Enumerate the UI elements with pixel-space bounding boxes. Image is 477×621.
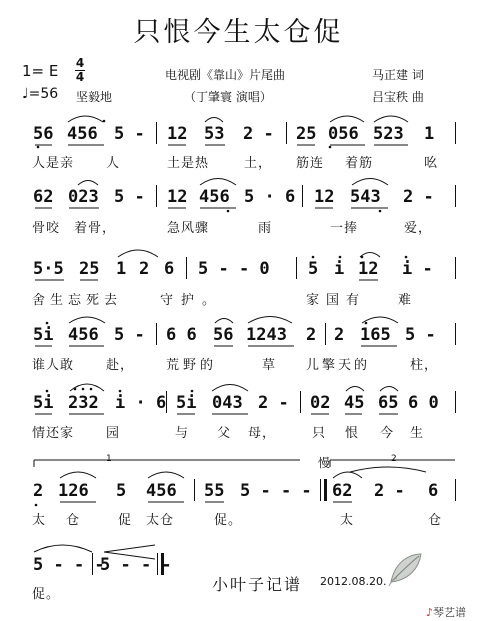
note-group: 232 (68, 393, 99, 413)
note-group: 62 (33, 187, 54, 207)
bar-line (157, 553, 158, 575)
lyric-text: 只 (312, 426, 327, 441)
note-group: 2 (306, 325, 317, 345)
lyric-text: 生 (410, 426, 425, 441)
note-group: 25 (79, 259, 100, 279)
lyric-text: 柱， (410, 358, 439, 373)
lyric-text: 吆 (424, 156, 439, 171)
note-group: 5i (33, 325, 54, 345)
lyric-text: 守护。 (160, 293, 224, 308)
lyric-text: 仓 (428, 513, 443, 528)
lyric-text: 儿擎天的 (306, 358, 371, 373)
note-group: 5i (33, 393, 54, 413)
note-group: 6 (164, 259, 175, 279)
lyric-text: 今 (380, 426, 395, 441)
note-group: 5 · 6 (244, 187, 296, 207)
note-group: 2 - (258, 393, 289, 413)
bar-line (302, 185, 303, 207)
time-signature-top: 4 (75, 56, 85, 70)
tempo-value: =56 (28, 86, 59, 102)
song-title: 只恨今生太仓促 (133, 17, 344, 48)
bar-line (300, 391, 301, 413)
lyric-text: 雨 (258, 221, 273, 236)
lyric-text: 一捧 (330, 221, 359, 236)
time-signature-bottom: 4 (75, 70, 85, 84)
bar-line (92, 553, 93, 575)
lyric-text: 着骨， (74, 221, 117, 236)
time-signature (75, 58, 85, 83)
tempo-slow-marking: 慢 (318, 456, 331, 470)
note-group: 53 (204, 124, 225, 144)
note-group: 523 (373, 124, 404, 144)
bar-line (455, 391, 456, 413)
lyric-text: 急风骤 (167, 221, 210, 236)
lyric-text: 爱， (404, 221, 433, 236)
note-group: 5 (308, 259, 319, 279)
note-group: 6 (428, 481, 439, 501)
lyric-text: 人 (106, 156, 121, 171)
bar-line (455, 323, 456, 345)
lyric-text: 情还家 (32, 426, 75, 441)
lyric-text: 谁人敢 (32, 358, 75, 373)
lyric-text: 促。 (32, 587, 61, 602)
note-group: 55 (204, 481, 225, 501)
note-group: 12 (358, 259, 379, 279)
note-group: 2 (139, 259, 150, 279)
lyric-text: 母， (248, 426, 277, 441)
bar-line (186, 257, 187, 279)
note-group: 023 (68, 187, 99, 207)
note-group: 25 (296, 124, 317, 144)
bar-line (286, 122, 287, 144)
note-group: 5 - (405, 325, 436, 345)
bar-line (320, 479, 321, 501)
note-group: 5 - (114, 187, 145, 207)
note-group: 456 (146, 481, 177, 501)
lyric-text: 家国有 (306, 293, 367, 308)
bar-line (166, 391, 167, 413)
note-group: 5 - - - (100, 555, 172, 575)
lyric-text: 促 (118, 513, 133, 528)
subtitle: 电视剧《靠山》片尾曲 (165, 68, 286, 82)
note-group: 62 (332, 481, 353, 501)
note-group: 543 (350, 187, 381, 207)
note-group: 5 - - - (33, 555, 105, 575)
lyric-text: 筋连 (296, 156, 325, 171)
note-group: 056 (328, 124, 359, 144)
lyric-text: 与 (175, 426, 190, 441)
note-group: 12 (167, 124, 188, 144)
bar-line (455, 257, 456, 279)
note-group: 1 (116, 259, 127, 279)
lyric-text: 仓 (66, 513, 81, 528)
note-group: 2 - (243, 124, 274, 144)
tempo-marking (22, 86, 58, 102)
bar-line (325, 323, 326, 345)
lyricist-credit: 马正建 词 (372, 68, 424, 82)
lyric-text: 骨咬 (32, 221, 61, 236)
note-group: 5 - (114, 325, 145, 345)
volta-1-label: 1 (106, 454, 112, 464)
lyric-text: 草 (262, 358, 277, 373)
lyric-text: 太 (32, 513, 47, 528)
site-watermark (426, 604, 466, 620)
lyric-text: 土， (244, 156, 273, 171)
bar-line (194, 479, 195, 501)
note-group: 56 (213, 325, 234, 345)
leaf-icon (385, 548, 425, 588)
note-group: 65 (378, 393, 399, 413)
note-group: 456 (67, 124, 98, 144)
repeat-bar-line (324, 479, 327, 501)
lyric-text: 恨 (345, 426, 360, 441)
note-group: 043 (212, 393, 243, 413)
note-group: 165 (360, 325, 391, 345)
watermark-text: 琴艺谱 (433, 606, 467, 619)
lyric-text: 难 (398, 293, 413, 308)
lyric-text: 荒野的 (166, 358, 218, 373)
note-group: 2 (334, 325, 345, 345)
lyric-text: 太 (340, 513, 355, 528)
lyric-text: 园 (106, 426, 121, 441)
note-group: i (334, 259, 345, 279)
note-group: 5 - - 0 (198, 259, 270, 279)
key-signature: 1= E (22, 62, 59, 80)
note-group: 5 - (114, 124, 145, 144)
lyric-text: 人是亲 (32, 156, 75, 171)
note-group: 2 (33, 481, 44, 501)
expression-marking: 坚毅地 (76, 90, 113, 104)
note-group: 5 - - - (240, 481, 312, 501)
note-group: 12 (167, 187, 188, 207)
singer-credit: （丁肇寰 演唱） (184, 90, 272, 104)
bar-line (455, 185, 456, 207)
note-group: 6 6 (166, 325, 197, 345)
note-group: 456 (68, 325, 99, 345)
transcriber-signature: 小叶子记谱 (212, 575, 303, 594)
logo-icon: ♪ (426, 606, 434, 619)
bar-line (156, 122, 157, 144)
note-group: 02 (310, 393, 331, 413)
lyric-text: 舍生忘死去 (32, 293, 123, 308)
bar-line (156, 185, 157, 207)
bar-line (156, 323, 157, 345)
lyric-text: 土是热 (167, 156, 210, 171)
note-group: i - (402, 259, 433, 279)
quarter-note-icon: ♩ (22, 86, 29, 102)
bar-line (455, 479, 456, 501)
note-group: 56 (33, 124, 54, 144)
note-group: 5i (176, 393, 197, 413)
final-bar-line (161, 553, 164, 575)
lyric-text: 着筋 (345, 156, 374, 171)
note-group: 1243 (246, 325, 287, 345)
lyric-text: 促。 (214, 513, 243, 528)
volta-2-label: 2 (391, 454, 397, 464)
note-group: 5 (116, 481, 127, 501)
lyric-text: 父 (217, 426, 232, 441)
lyric-text: 太仓 (146, 513, 175, 528)
bar-line (455, 122, 456, 144)
note-group: 126 (58, 481, 89, 501)
note-group: 456 (199, 187, 230, 207)
note-group: i · 6 (115, 393, 167, 413)
composer-credit: 吕宝秩 曲 (372, 90, 424, 104)
note-group: 5·5 (33, 259, 64, 279)
note-group: 2 - (403, 187, 434, 207)
note-group: 45 (344, 393, 365, 413)
bar-line (296, 257, 297, 279)
note-group: 2 - (374, 481, 405, 501)
transcription-date: 2012.08.20. (320, 575, 387, 588)
note-group: 6 0 (408, 393, 439, 413)
note-group: 1 (424, 124, 435, 144)
note-group: 12 (314, 187, 335, 207)
lyric-text: 赴， (106, 358, 135, 373)
